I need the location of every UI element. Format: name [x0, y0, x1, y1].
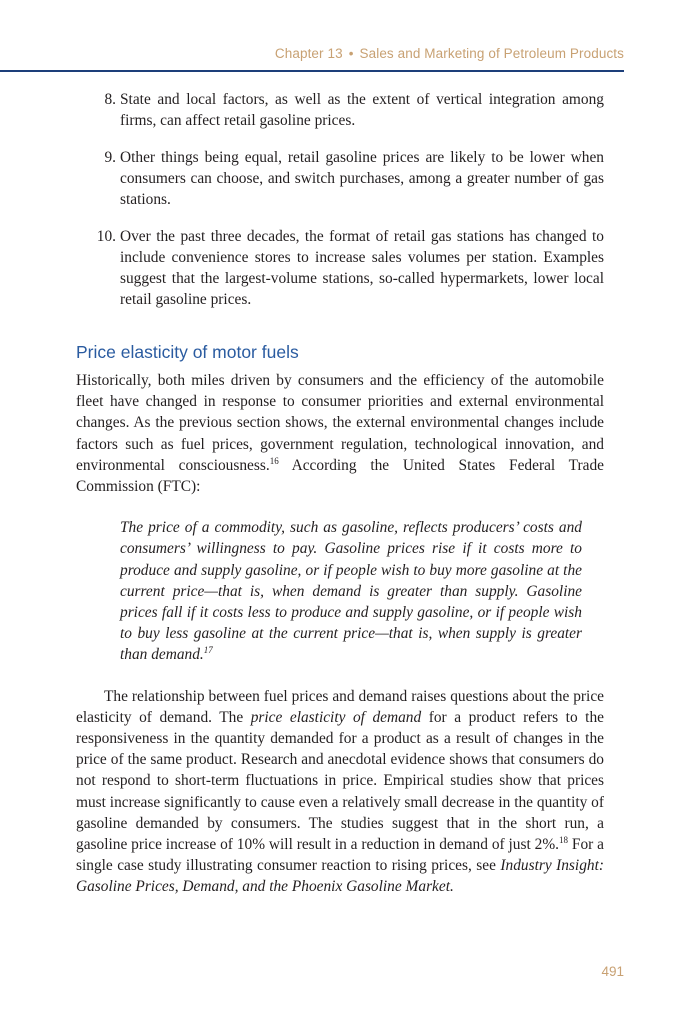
list-text: State and local factors, as well as the extent of vertical integration among firms, can affect retail gasoline prices. [120, 91, 604, 129]
page-body [76, 89, 604, 898]
list-text: Other things being equal, retail gasoline prices are likely to be lower when consumers can choose, and switch purchases, among a greater number of gas stations. [120, 149, 604, 208]
list-text: Over the past three decades, the format of retail gas stations has changed to include convenience stores to increase sales volumes per station. Examples suggest that the largest-volume stations, so-called hypermarkets, lower local retail gasoline prices. [120, 228, 604, 308]
running-head [0, 46, 624, 61]
footnote-ref-18[interactable]: 18 [559, 834, 569, 845]
paragraph-2-text: The relationship between fuel prices and demand raises questions about the price elasticity of demand. The [76, 687, 604, 726]
ftc-quote [120, 517, 582, 665]
numbered-list [76, 89, 604, 310]
paragraph-1-text-end: According the United States Federal Trade Commission (FTC): [76, 456, 604, 496]
paragraph-1-text: Historically, both miles driven by consumers and the efficiency of the automobile fleet have changed in response to consumer priorities and external environmental changes. As the previous section shows, the external environmental changes include factors such as fuel prices, government regulation, technological innovation, and environmental consciousness. [76, 372, 604, 474]
quote-text: The price of a commodity, such as gasoline, reflects producers’ costs and consumers’ willingness to pay. Gasoline prices rise if it costs more to produce and supply gasoline, or if people wish to buy more gasoline at the current price—that is, when demand is greater than supply. Gasoline prices fall if it costs less to produce and supply gasoline, or if people wish to buy less gasoline at the current price—that is, when supply is greater than demand. [120, 519, 582, 664]
list-item [76, 147, 604, 210]
paragraph-1 [76, 370, 604, 497]
header-bullet: • [348, 46, 354, 61]
paragraph-2-text-mid: for a product refers to the responsiveness in the quantity demanded for a product as a result of changes in the price of the same product. Research and anecdotal evidence shows that consumers do not respond to short-term fluctuations in price. Empirical studies show that prices must increase significantly to cause even a relatively small decrease in the quantity of gasoline demanded by consumers. The studies suggest that in the short run, a gasoline price increase of 10% will result in a reduction in demand of just 2%. [76, 708, 604, 854]
list-number: 8. [104, 91, 116, 108]
term-price-elasticity: price elasticity of demand [250, 708, 422, 726]
list-item [76, 226, 604, 310]
list-number: 10. [96, 228, 116, 245]
header-rule [0, 70, 624, 72]
section-heading: Price elasticity of motor fuels [76, 342, 299, 362]
list-item [76, 89, 604, 131]
paragraph-2 [76, 686, 604, 898]
industry-insight-reference[interactable]: Industry Insight: Gasoline Prices, Demand, and the Phoenix Gasoline Market. [76, 857, 604, 896]
page-number: 491 [601, 964, 624, 979]
footnote-ref-17[interactable]: 17 [203, 645, 213, 656]
list-number: 9. [104, 149, 116, 166]
paragraph-2-text-end: For a single case study illustrating consumer reaction to rising prices, see [76, 836, 604, 875]
chapter-title: Sales and Marketing of Petroleum Products [359, 46, 624, 61]
chapter-label: Chapter 13 [274, 46, 343, 61]
footnote-ref-16[interactable]: 16 [269, 455, 279, 466]
